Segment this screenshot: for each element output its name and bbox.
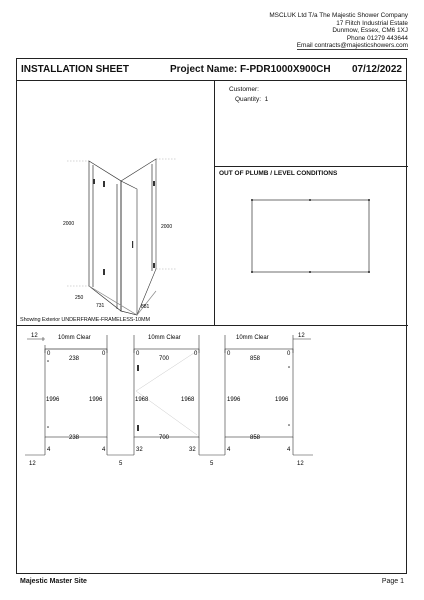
out-of-plumb-section [215, 167, 408, 326]
gap-mid1: 5 [119, 461, 123, 467]
panel2-bottom-right: 32 [189, 447, 196, 453]
panel1-top-right: 0 [102, 351, 106, 357]
quantity-row [235, 96, 268, 103]
panel1-top-left: 0 [47, 351, 51, 357]
drawing-height-right: 2000 [161, 224, 173, 230]
panel1-height-right: 1996 [89, 397, 103, 403]
company-address-line2: Dunmow, Essex, CM6 1XJ [332, 27, 408, 35]
customer-label: Customer: [229, 86, 259, 93]
gap-right-top: 12 [298, 333, 305, 339]
drawing-dim-731: 731 [96, 303, 105, 309]
plumb-diagram [215, 167, 408, 326]
footer-page: Page 1 [381, 578, 404, 585]
gap-right-bottom: 12 [297, 461, 304, 467]
enclosure-drawing-section [17, 81, 215, 326]
sheet-header [17, 59, 406, 81]
quantity-value: 1 [264, 96, 269, 103]
panel2-height-right: 1968 [181, 397, 195, 403]
panel3-top-width: 858 [250, 356, 261, 362]
gap-left-top: 12 [31, 333, 38, 339]
panel3-bottom-width: 858 [250, 435, 261, 441]
panel1-bottom-width: 238 [69, 435, 80, 441]
panel2-bottom-left: 32 [136, 447, 143, 453]
company-address-line1: 17 Flitch Industrial Estate [336, 19, 408, 27]
panel3-bottom-right: 4 [287, 447, 291, 453]
panel1-bottom-right: 4 [102, 447, 106, 453]
panel1-bottom-left: 4 [47, 447, 51, 453]
company-email: Email contracts@majesticshowers.com [296, 42, 408, 50]
sheet-date: 07/12/2022 [351, 64, 402, 75]
panel1-clear: 10mm Clear [58, 335, 91, 341]
panel3-clear: 10mm Clear [236, 335, 269, 341]
panel3-top-right: 0 [287, 351, 291, 357]
drawing-dim-250: 250 [75, 295, 84, 301]
panel2-top-width: 700 [159, 356, 170, 362]
quantity-label: Quantity: [235, 96, 262, 103]
panel2-height-left: 1968 [135, 397, 149, 403]
panel2-top-right: 0 [194, 351, 198, 357]
drawing-height-left: 2000 [63, 221, 75, 227]
gap-mid2: 5 [210, 461, 214, 467]
panel3-top-left: 0 [227, 351, 231, 357]
panel2-bottom-width: 700 [159, 435, 170, 441]
panel2-clear: 10mm Clear [148, 335, 181, 341]
showing-caption: Showing Exterior UNDERFRAME-FRAMELESS-10MM [20, 317, 150, 323]
drawing-dim-881: 881 [141, 304, 150, 310]
customer-section [215, 81, 408, 167]
gap-left-bottom: 12 [29, 461, 36, 467]
panel2-top-left: 0 [136, 351, 140, 357]
footer-site: Majestic Master Site [20, 578, 87, 585]
panel-dimensions [17, 329, 408, 479]
project-name: Project Name: F-PDR1000X900CH [170, 64, 331, 75]
installation-sheet [16, 58, 407, 574]
company-phone: Phone 01279 443644 [346, 34, 408, 42]
enclosure-drawing [17, 81, 215, 326]
out-of-plumb-title: OUT OF PLUMB / LEVEL CONDITIONS [219, 170, 338, 177]
panel3-bottom-left: 4 [227, 447, 231, 453]
sheet-title: INSTALLATION SHEET [21, 64, 129, 75]
panel3-height-left: 1996 [227, 397, 241, 403]
company-name: MSCLUK Ltd T/a The Majestic Shower Company [269, 12, 408, 19]
panel1-top-width: 238 [69, 356, 80, 362]
panel1-height-left: 1996 [46, 397, 60, 403]
panel3-height-right: 1996 [275, 397, 289, 403]
company-info [269, 12, 408, 50]
